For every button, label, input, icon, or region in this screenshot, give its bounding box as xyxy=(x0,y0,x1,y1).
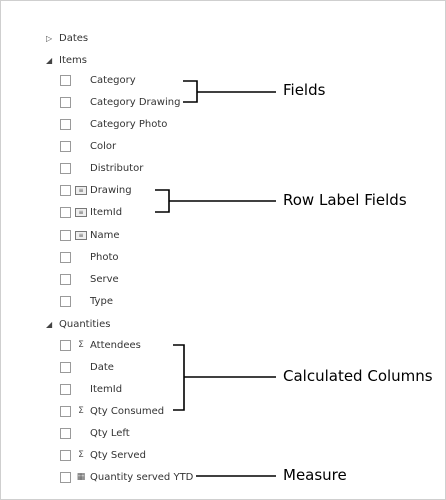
field-label: Drawing xyxy=(90,184,132,196)
collapse-arrow-icon[interactable]: ◢ xyxy=(46,319,53,329)
field-label: Photo xyxy=(90,251,119,263)
calculated-columns-bracket xyxy=(173,345,276,410)
field-label: ItemId xyxy=(90,206,123,218)
row-label-fields-bracket xyxy=(155,190,276,212)
field-label: Color xyxy=(90,140,117,152)
row-label-icon: ≡ xyxy=(75,208,87,217)
field-label: Attendees xyxy=(90,339,141,351)
sigma-icon: Σ xyxy=(78,449,84,460)
row-label-icon: ≡ xyxy=(75,186,87,195)
field-label: Qty Left xyxy=(90,427,130,439)
expand-arrow-icon[interactable]: ▷ xyxy=(46,33,53,43)
field-label: Name xyxy=(90,229,120,241)
field-label: Category Photo xyxy=(90,118,168,130)
field-label: Qty Served xyxy=(90,449,146,461)
field-label: Quantity served YTD xyxy=(90,471,194,483)
field-label: Serve xyxy=(90,273,119,285)
field-label: Date xyxy=(90,361,114,373)
annotation-fields: Fields xyxy=(283,81,326,99)
group-label: Quantities xyxy=(59,318,111,330)
field-label: Type xyxy=(90,295,113,307)
group-label: Dates xyxy=(59,32,89,44)
fields-bracket xyxy=(183,81,276,102)
field-label: Qty Consumed xyxy=(90,405,165,417)
annotation-calculated-columns: Calculated Columns xyxy=(283,367,433,385)
field-label: Category Drawing xyxy=(90,96,181,108)
annotation-measure: Measure xyxy=(283,466,347,484)
collapse-arrow-icon[interactable]: ◢ xyxy=(46,55,53,65)
field-label: Category xyxy=(90,74,136,86)
group-label: Items xyxy=(59,54,87,66)
field-label: Distributor xyxy=(90,162,144,174)
sigma-icon: Σ xyxy=(78,339,84,350)
calculator-icon: ▦ xyxy=(76,471,86,482)
annotation-row-label-fields: Row Label Fields xyxy=(283,191,407,209)
row-label-icon: ≡ xyxy=(75,231,87,240)
field-label: ItemId xyxy=(90,383,123,395)
sigma-icon: Σ xyxy=(78,405,84,416)
